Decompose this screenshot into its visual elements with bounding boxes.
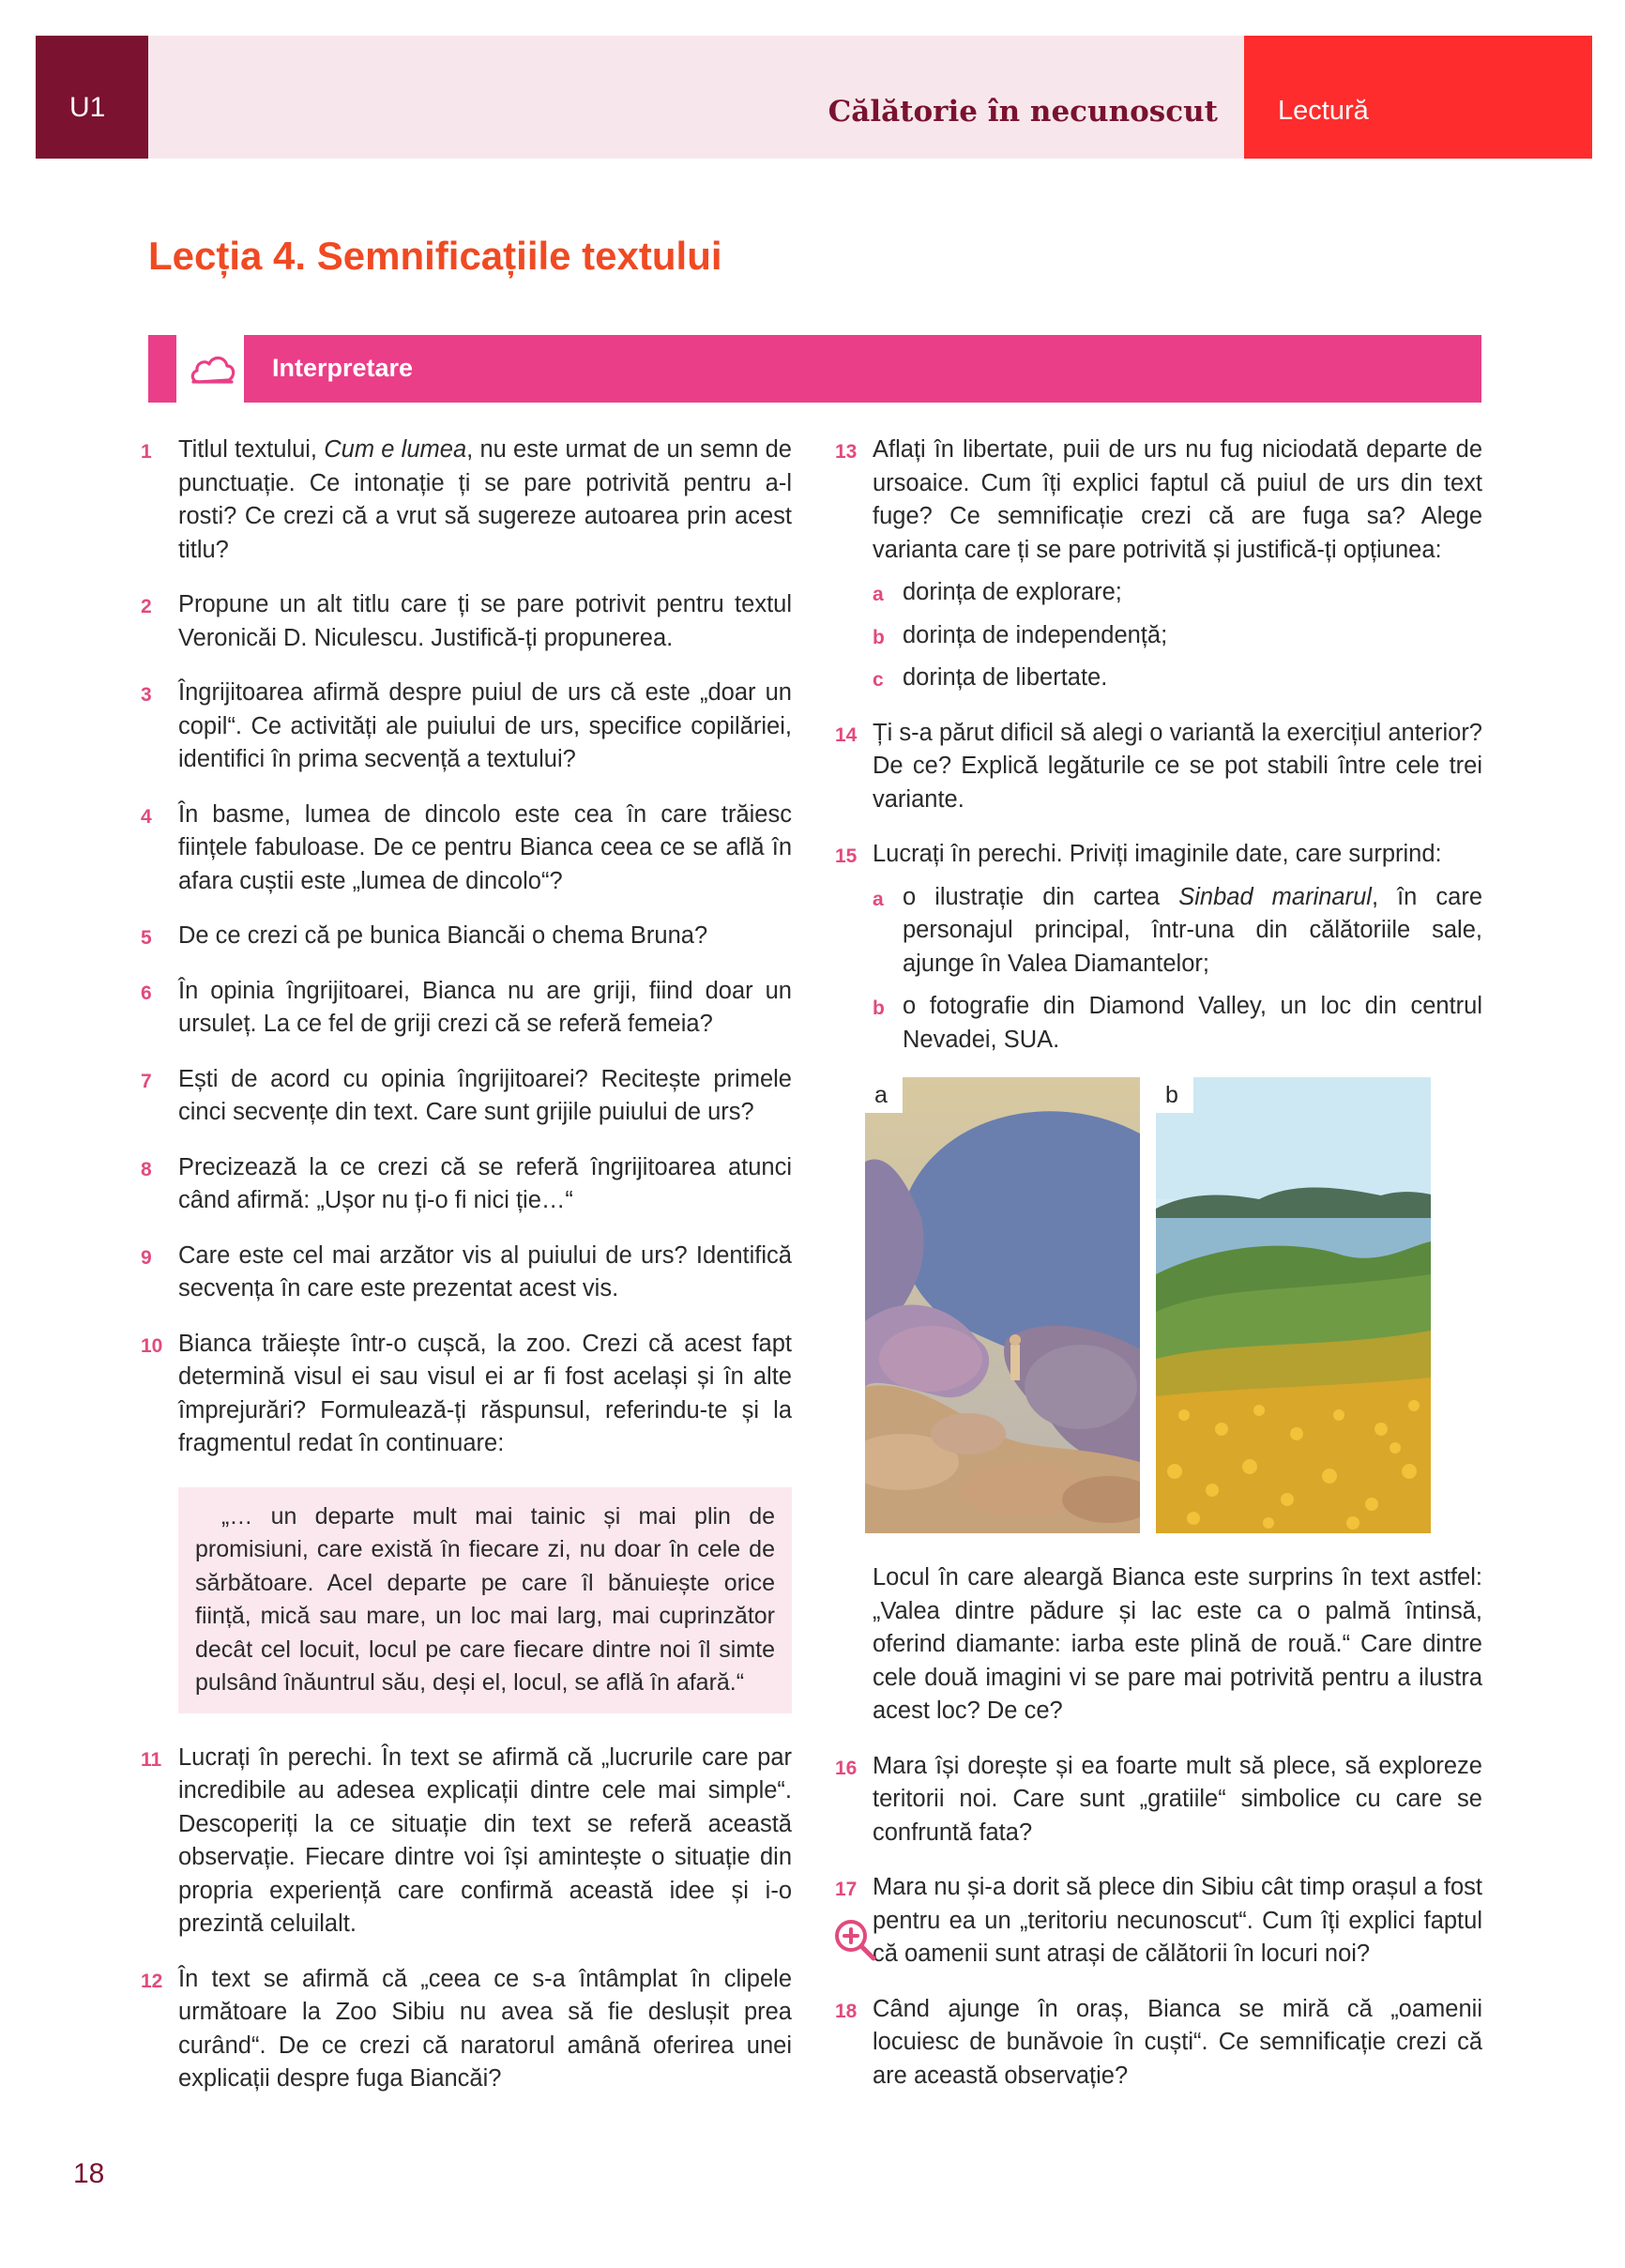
option-text: o fotografie din Diamond Valley, un loc din centrul Nevadei, SUA. xyxy=(903,993,1482,1053)
option-item xyxy=(835,662,1482,695)
question-7 xyxy=(141,1063,792,1130)
question-text: În basme, lumea de dincolo este cea în care trăiesc ființele fabuloase. De ce pentru Bianca ceea ce se află în afara cuștii este „lumea de dincolo“? xyxy=(178,800,792,894)
question-text: , nu este urmat de un semn de punctuație. Ce intonație ți se pare potrivită pentru a-l rosti? Ce crezi că a vrut să sugereze autoarea prin acest titlu? xyxy=(178,436,792,563)
question-17 xyxy=(835,1871,1482,1971)
option-letter: a xyxy=(873,584,884,605)
question-number: 16 xyxy=(835,1757,858,1779)
image-discussion-text: Locul în care aleargă Bianca este surprins în text astfel: „Valea dintre pădure și lac este ca o palmă întinsă, oferind diamante: iarba este plină de rouă.“ Care dintre cele două imagini vi se pare mai potrivită pentru a ilustra acest loc? De ce? xyxy=(873,1564,1482,1724)
quote-text: „… un departe mult mai tainic și mai plin de promisiuni, care există în fiecare zi, nu doar în cele de sărbătoare. Acel departe pe care îl bănuiește orice ființă, mică sau mare, un loc mai larg, mai cuprinzător decât cel locuit, locul pe care fiecare dintre noi îl simte pulsând înăuntrul său, deși el, locul, se află în afară.“ xyxy=(195,1502,775,1696)
question-1 xyxy=(141,434,792,567)
title-emphasis: Cum e lumea xyxy=(324,436,467,463)
question-number: 1 xyxy=(141,441,152,463)
question-number: 18 xyxy=(835,2000,858,2022)
option-letter: a xyxy=(873,888,884,910)
question-12 xyxy=(141,1963,792,2096)
question-9 xyxy=(141,1240,792,1306)
question-number: 15 xyxy=(835,845,858,867)
question-text: În opinia îngrijitoarei, Bianca nu are griji, fiind doar un ursuleț. La ce fel de griji crezi că se referă femeia? xyxy=(178,977,792,1037)
question-text: Când ajunge în oraș, Bianca se miră că „oamenii locuiesc de bunăvoie în cuști“. Ce semnificație crezi că are această observație? xyxy=(873,1995,1482,2089)
illustration-image xyxy=(865,1077,1140,1533)
question-number: 6 xyxy=(141,982,152,1004)
question-8 xyxy=(141,1151,792,1218)
question-14 xyxy=(835,717,1482,817)
question-text: Lucrați în perechi. În text se afirmă că „lucrurile care par incredibile au adesea explicații dintre cele mai simple“. Descoperiți la ce situație din text se referă această observație. Fiecare dintre voi își amintește o situație din propria experiență care confirmă această idee și i-o prezintă celuilalt. xyxy=(178,1743,792,1937)
question-text: Titlul textului, xyxy=(178,436,325,463)
option-text: dorința de independență; xyxy=(903,621,1168,648)
image-label-b: b xyxy=(1156,1077,1193,1113)
section-badge xyxy=(1244,36,1592,159)
question-10 xyxy=(141,1328,792,1461)
header-band xyxy=(148,36,1244,159)
question-text: Care este cel mai arzător vis al puiului de urs? Identifică secvența în care este prezentat acest vis. xyxy=(178,1241,792,1301)
section-label: Lectură xyxy=(1278,96,1369,126)
option-text: dorința de libertate. xyxy=(903,664,1108,691)
section-bar-accent xyxy=(148,335,176,403)
question-13 xyxy=(835,434,1482,567)
photo-image xyxy=(1156,1077,1431,1533)
option-text: , în care personajul principal, într-una din călătoriile sale, ajunge în Valea Diamantelor; xyxy=(903,883,1482,977)
question-text: Îngrijitoarea afirmă despre puiul de urs că este „doar un copil“. Ce activități ale puiului de urs, specifice copilăriei, identifici în prima secvență a textului? xyxy=(178,679,792,772)
book-title: Călătorie în necunoscut xyxy=(828,95,1218,129)
option-letter: b xyxy=(873,997,885,1019)
book-title-emphasis: Sinbad marinarul xyxy=(1178,883,1372,910)
question-number: 14 xyxy=(835,723,858,746)
unit-label: U1 xyxy=(69,92,106,123)
section-bar xyxy=(148,335,1481,403)
question-15 xyxy=(835,838,1482,872)
question-number: 2 xyxy=(141,596,152,617)
question-number: 17 xyxy=(835,1879,858,1900)
question-number: 3 xyxy=(141,684,152,706)
lesson-title: Lecția 4. Semnificațiile textului xyxy=(148,234,722,278)
question-text: Propune un alt titlu care ți se pare potrivit pentru textul Veronicăi D. Niculescu. Justifică-ți propunerea. xyxy=(178,591,792,651)
option-item xyxy=(835,576,1482,610)
image-pair xyxy=(865,1077,1482,1533)
quote-box xyxy=(178,1487,792,1713)
question-text: Mara își dorește și ea foarte mult să plece, să exploreze teritorii noi. Care sunt „gratiile“ simbolice cu care se confruntă fata? xyxy=(873,1752,1482,1846)
section-bar-label: Interpretare xyxy=(272,354,414,382)
question-number: 7 xyxy=(141,1070,152,1092)
question-5 xyxy=(141,920,792,953)
option-item xyxy=(835,619,1482,653)
question-11 xyxy=(141,1742,792,1941)
question-number: 13 xyxy=(835,441,858,463)
question-text: Mara nu și-a dorit să plece din Sibiu cât timp orașul a fost pentru ea un „teritoriu necunoscut“. Cum îți explici faptul că oamenii sunt atrași de călătorii în locuri noi? xyxy=(873,1874,1482,1967)
right-column xyxy=(835,434,1482,2093)
question-text: Bianca trăiește într-o cușcă, la zoo. Crezi că acest fapt determină visul ei sau visul ei ar fi fost același și în alte împrejurări? Formulează-ți răspunsul, referindu-te și la fragmentul redat în continuare: xyxy=(178,1330,792,1456)
question-text: Aflați în libertate, puii de urs nu fug niciodată departe de ursoaice. Cum îți explici faptul că puiul de urs din text fuge? Ce semnificație crezi că are fuga sa? Alege varianta care ți se pare potrivită și justifică-ți opțiunea: xyxy=(873,436,1482,563)
option-text: o ilustrație din cartea xyxy=(903,883,1179,910)
option-item xyxy=(835,990,1482,1057)
question-text: Ești de acord cu opinia îngrijitoarei? Recitește primele cinci secvențe din text. Care sunt grijile puiului de urs? xyxy=(178,1065,792,1125)
question-number: 10 xyxy=(141,1334,163,1357)
question-text: Lucrați în perechi. Priviți imaginile date, care surprind: xyxy=(873,841,1442,867)
page-number: 18 xyxy=(73,2158,105,2189)
question-6 xyxy=(141,975,792,1042)
photo-diamond-valley xyxy=(1156,1077,1431,1533)
image-label-a: a xyxy=(865,1077,903,1113)
zoom-in-icon xyxy=(831,1916,878,1963)
question-text: Ți s-a părut dificil să alegi o variantă la exercițiul anterior? De ce? Explică legăturile ce se pot stabili între cele trei variante. xyxy=(873,719,1482,813)
cloud-icon xyxy=(188,348,236,389)
question-number: 9 xyxy=(141,1246,152,1269)
unit-badge xyxy=(36,36,148,159)
question-2 xyxy=(141,588,792,655)
option-item xyxy=(835,881,1482,982)
question-16 xyxy=(835,1750,1482,1850)
question-number: 8 xyxy=(141,1158,152,1180)
option-letter: b xyxy=(873,626,885,648)
question-number: 5 xyxy=(141,927,152,949)
question-number: 11 xyxy=(141,1748,162,1771)
question-number: 12 xyxy=(141,1970,163,1992)
illustration-valley-of-diamonds xyxy=(865,1077,1140,1533)
left-column xyxy=(141,434,792,2096)
question-text: De ce crezi că pe bunica Biancăi o chema Bruna? xyxy=(178,922,708,949)
question-text: Precizează la ce crezi că se referă îngrijitoarea atunci când afirmă: „Ușor nu ți-o fi nici ție…“ xyxy=(178,1153,792,1213)
question-text: În text se afirmă că „ceea ce s-a întâmplat în clipele următoare la Zoo Sibiu nu avea să fie deslușit prea curând“. De ce crezi că naratorul amână oferirea unei explicații despre fuga Biancăi? xyxy=(178,1965,792,2092)
question-3 xyxy=(141,677,792,777)
option-text: dorința de explorare; xyxy=(903,579,1122,605)
option-letter: c xyxy=(873,669,884,691)
question-number: 4 xyxy=(141,805,152,828)
question-4 xyxy=(141,799,792,899)
section-bar-fill xyxy=(244,335,1481,403)
question-18 xyxy=(835,1993,1482,2093)
